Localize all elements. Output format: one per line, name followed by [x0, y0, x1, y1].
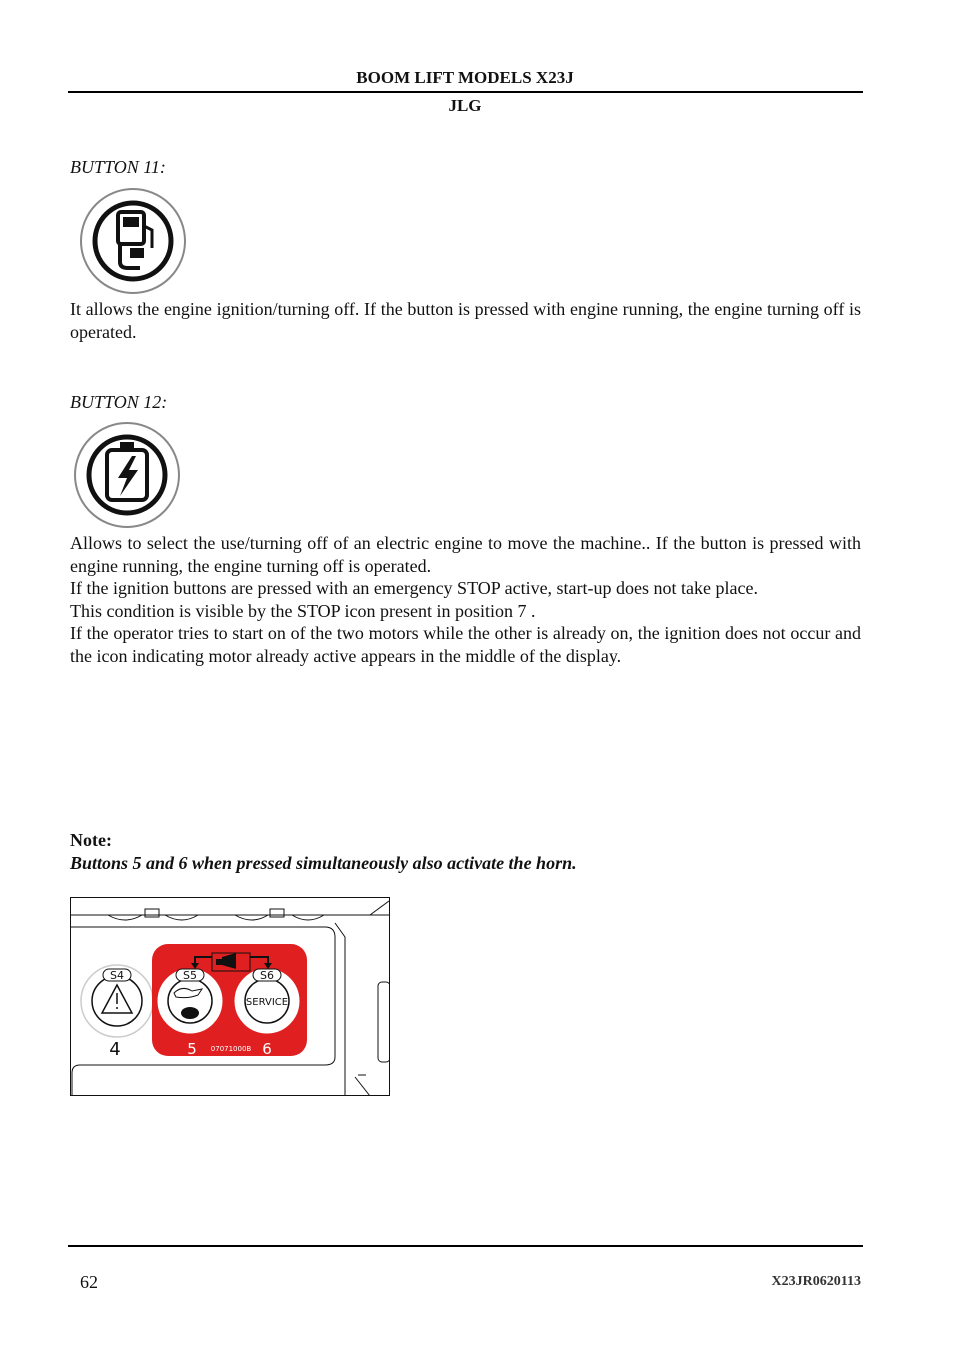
note-label: Note:	[70, 830, 112, 850]
s4-label: S4	[110, 969, 124, 982]
num-4: 4	[109, 1039, 121, 1060]
electric-engine-icon	[72, 420, 182, 534]
button-11-description: It allows the engine ignition/turning off. If the button is pressed with engine running, the engine turning off is operated.	[70, 299, 861, 342]
header-rule	[68, 91, 863, 93]
part-code: 07071000B	[210, 1045, 252, 1053]
note-text: Buttons 5 and 6 when pressed simultaneously also activate the horn.	[70, 853, 577, 873]
num-5: 5	[187, 1040, 197, 1058]
control-panel-illustration	[70, 897, 390, 1096]
document-code: X23JR0620113	[771, 1274, 861, 1289]
button-12-description: Allows to select the use/turning off of an electric engine to move the machine.. If the button is pressed with engine running, the engine turning off is operated. If the ignition buttons are pressed with an emergency STOP active, start-up does not take place. This condition is visible by the STOP icon present in position 7 . If the operator tries to start on of the two motors while the other is already on, the ignition does not occur and the icon indicating motor already active appears in the middle of the display.	[70, 533, 861, 666]
footer-rule	[68, 1245, 863, 1247]
document-title: BOOM LIFT MODELS X23J	[356, 68, 574, 87]
num-6: 6	[262, 1040, 272, 1058]
button-12-label: BUTTON 12:	[70, 392, 168, 412]
engine-fuel-icon	[78, 186, 188, 300]
service-icon: SERVICE	[245, 997, 289, 1008]
s5-label: S5	[183, 969, 197, 982]
document-subtitle: JLG	[448, 96, 482, 115]
button-11-label: BUTTON 11:	[70, 157, 166, 177]
page-number: 62	[80, 1272, 98, 1292]
s6-label: S6	[260, 969, 274, 982]
